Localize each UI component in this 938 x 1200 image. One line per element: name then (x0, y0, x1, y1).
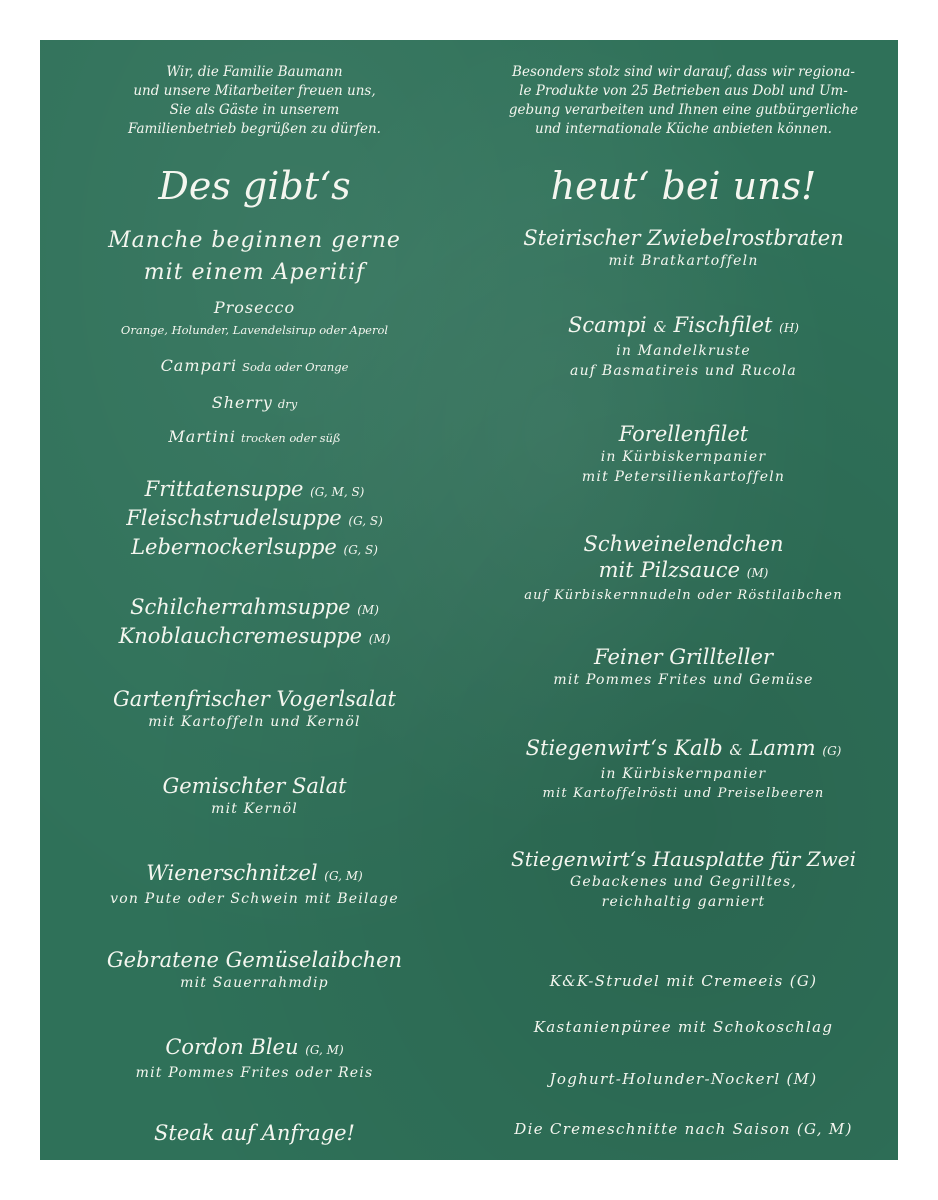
allergen-codes: (G, S) (343, 543, 378, 557)
dish-description: mit Kartoffeln und Kernöl (148, 714, 361, 730)
dish-name: mit Pilzsauce (598, 558, 741, 582)
dish-name: Gemischter Salat (162, 774, 347, 798)
gemuese-item (40, 947, 469, 993)
martini-name: Martini (168, 427, 236, 446)
regional-line: gebung verarbeiten und Ihnen eine gutbürgerliche (508, 102, 859, 118)
dish-name: Gartenfrischer Vogerlsalat (113, 687, 396, 711)
dish-name: Fischfilet (673, 313, 773, 337)
dish-name: Steirischer Zwiebelrostbraten (523, 226, 844, 250)
soup-group-1 (40, 476, 469, 563)
allergen-codes: (M) (357, 603, 379, 617)
soup-name: Frittatensuppe (144, 477, 304, 501)
soup-group-2 (40, 594, 469, 652)
dish-description: mit Pommes Frites oder Reis (135, 1065, 374, 1081)
campari-options: Soda oder Orange (242, 360, 349, 374)
sherry-name: Sherry (211, 393, 273, 412)
dish-description: auf Kürbiskernnudeln oder Röstilaibchen (524, 588, 843, 603)
dish-description: mit Pommes Frites und Gemüse (553, 672, 814, 688)
dish-item (469, 846, 898, 912)
cordon-item (40, 1034, 469, 1083)
dish-item (469, 312, 898, 381)
ampersand: & (729, 741, 743, 759)
welcome-text (40, 63, 469, 139)
dish-name: Stiegenwirt‘s Hausplatte für Zwei (511, 847, 856, 871)
regional-text (469, 63, 898, 139)
ampersand: & (653, 318, 667, 336)
martini-options: trocken oder süß (241, 431, 341, 445)
dish-name: Feiner Grillteller (594, 645, 773, 669)
dish-name: Wienerschnitzel (146, 861, 318, 885)
dish-description: mit Kartoffelrösti und Preiselbeeren (542, 786, 825, 801)
dish-description: in Mandelkruste (616, 343, 751, 359)
dish-description: auf Basmatireis und Rucola (570, 363, 797, 379)
dish-description: mit Bratkartoffeln (608, 253, 759, 269)
allergen-codes: (G, M, S) (310, 485, 365, 499)
salad-item (40, 773, 469, 819)
dish-item (469, 421, 898, 487)
dish-name: Lamm (749, 736, 816, 760)
dish-name: Gebratene Gemüselaibchen (106, 948, 403, 972)
dish-item (469, 644, 898, 690)
dish-description: mit Petersilienkartoffeln (581, 469, 786, 485)
dish-description: in Kürbiskernpanier (600, 449, 767, 465)
welcome-line: Familienbetrieb begrüßen zu dürfen. (128, 121, 381, 137)
allergen-codes: (G, M) (305, 1043, 344, 1057)
dish-item (469, 225, 898, 271)
menu-board (40, 40, 898, 1160)
allergen-codes: (H) (779, 321, 799, 335)
soup-name: Fleischstrudelsuppe (126, 506, 342, 530)
soup-name: Knoblauchcremesuppe (118, 624, 363, 648)
aperitif-heading (40, 225, 469, 289)
dish-name: Stiegenwirt‘s Kalb (525, 736, 723, 760)
dish-description: mit Kernöl (211, 801, 298, 817)
dish-description: mit Sauerrahmdip (180, 975, 329, 991)
dish-item (469, 735, 898, 804)
dessert-item: K&K-Strudel mit Cremeeis (G) (549, 972, 818, 990)
aperitif-heading-line: mit einem Aperitif (143, 260, 366, 285)
dish-item (469, 531, 898, 606)
dish-description: in Kürbiskernpanier (600, 766, 767, 782)
regional-line: le Produkte von 25 Betrieben aus Dobl und Um- (519, 83, 848, 99)
salad-item (40, 686, 469, 732)
welcome-line: Sie als Gäste in unserem (169, 102, 340, 118)
welcome-line: und unsere Mitarbeiter freuen uns, (133, 83, 376, 99)
dish-description: Gebackenes und Gegrilltes, (569, 874, 798, 890)
prosecco-name: Prosecco (213, 298, 296, 317)
sherry-item (40, 393, 469, 412)
regional-line: und internationale Küche anbieten können. (535, 121, 832, 137)
dish-name: Scampi (568, 313, 647, 337)
allergen-codes: (G) (822, 744, 842, 758)
soup-item (40, 505, 469, 534)
steak-note: Steak auf Anfrage! (154, 1121, 355, 1145)
soup-item (40, 623, 469, 652)
allergen-codes: (M) (746, 566, 769, 580)
regional-line: Besonders stolz sind wir darauf, dass wir regiona- (512, 64, 855, 80)
menu-title-left: Des gibt‘s (158, 164, 351, 208)
dish-description: von Pute oder Schwein mit Beilage (110, 891, 399, 907)
soup-name: Schilcherrahmsuppe (130, 595, 351, 619)
soup-name: Lebernockerlsuppe (131, 535, 337, 559)
dessert-item: Joghurt-Holunder-Nockerl (M) (549, 1070, 818, 1088)
allergen-codes: (M) (368, 632, 391, 646)
aperitif-heading-line: Manche beginnen gerne (108, 228, 401, 253)
prosecco-options: Orange, Holunder, Lavendelsirup oder Aperol (120, 323, 389, 337)
sherry-options: dry (277, 397, 298, 411)
dish-description: reichhaltig garniert (601, 894, 766, 910)
martini-item (40, 427, 469, 446)
left-column (40, 40, 469, 1160)
right-column (469, 40, 898, 1160)
soup-item (40, 594, 469, 623)
soup-item (40, 534, 469, 563)
dessert-item: Die Cremeschnitte nach Saison (G, M) (514, 1120, 853, 1138)
soup-item (40, 476, 469, 505)
dish-name: Schweinelendchen (583, 532, 784, 556)
allergen-codes: (G, M) (324, 869, 363, 883)
dish-name: Cordon Bleu (165, 1035, 299, 1059)
allergen-codes: (G, S) (348, 514, 383, 528)
welcome-line: Wir, die Familie Baumann (166, 64, 343, 80)
schnitzel-item (40, 860, 469, 909)
dessert-item: Kastanienpüree mit Schokoschlag (533, 1018, 834, 1036)
campari-name: Campari (160, 356, 238, 375)
campari-item (40, 356, 469, 375)
menu-title-right: heut‘ bei uns! (550, 164, 817, 208)
dish-name: Forellenfilet (618, 422, 749, 446)
